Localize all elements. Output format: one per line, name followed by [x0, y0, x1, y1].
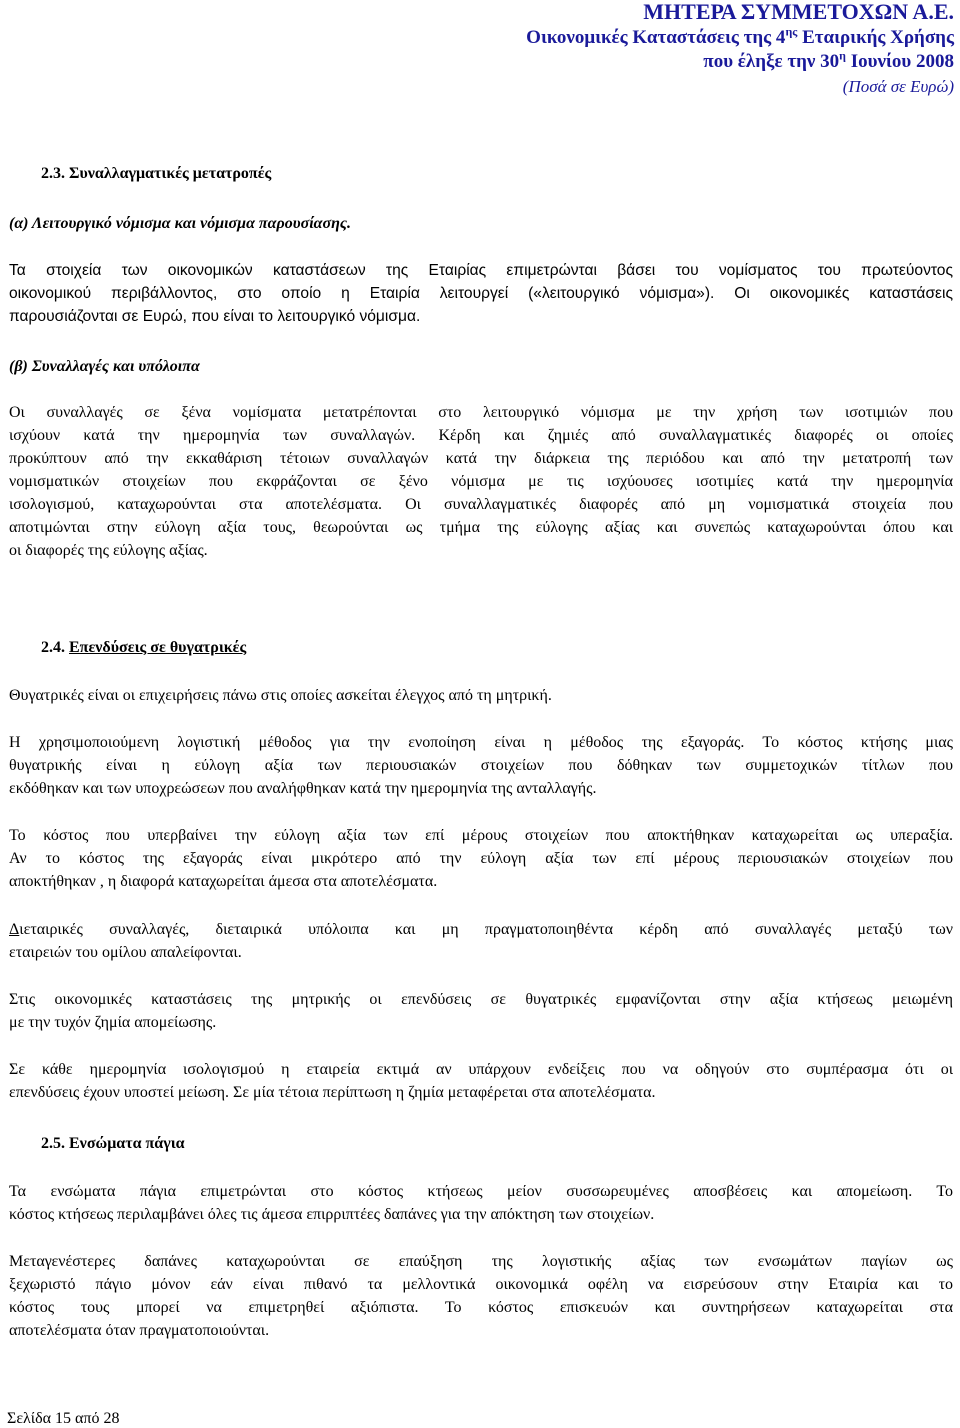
paragraph-parent-statements: Στις οικονομικές καταστάσεις της μητρικής οι επενδύσεις σε θυγατρικές εμφανίζονται στην αξία κτήσεως μειωμένη με την τυχόν ζημία απομείωσης. — [9, 991, 953, 1031]
statements-title: Οικονομικές Καταστάσεις της $4^{\eta\varsigma}$ Εταιρικής Χρήσης — [526, 24, 954, 48]
company-name: ΜΗΤΕΡΑ ΣΥΜΜΕΤΟΧΩΝ Α.Ε. — [643, 0, 954, 24]
page-number: Σελίδα 15 από 28 — [7, 1410, 120, 1427]
subheading-functional-currency: (α) Λειτουργικό νόμισμα και νόμισμα παρουσίασης. — [9, 215, 352, 232]
currency-note: (Ποσά σε Ευρώ) — [842, 77, 954, 96]
section-heading-2-3: 2.3. Συναλλαγματικές μετατροπές — [41, 165, 272, 182]
paragraph-goodwill: Το κόστος που υπερβαίνει την εύλογη αξία των επί μέρους στοιχείων που αποκτήθηκαν καταχωρείται ως υπεραξία. Αν το κόστος της εξαγοράς είναι μικρότερο από την εύλογη αξία των επί μέρους περιουσιακών στοιχείων που αποκτήθηκαν , η διαφορά καταχωρείται άμεσα στα αποτελέσματα. — [9, 827, 953, 890]
paragraph-functional-currency: Τα στοιχεία των οικονομικών καταστάσεων της Εταιρίας επιμετρώνται βάσει του νομίσματος του πρωτεύοντος οικονομικού περιβάλλοντος, στο οποίο η Εταιρία λειτουργεί («λειτουργικό νόμισμα»). Οι οικονομικές καταστάσεις παρουσιάζονται σε Ευρώ, που είναι το λειτουργικό νόμισμα. — [9, 262, 953, 325]
paragraph-impairment: Σε κάθε ημερομηνία ισολογισμού η εταιρεία εκτιμά αν υπάρχουν ενδείξεις που να οδηγούν στο συμπέρασμα ότι οι επενδύσεις έχουν υποστεί μείωση. Σε μία τέτοια περίπτωση η ζημία μεταφέρεται στα αποτελέσματα. — [9, 1061, 953, 1101]
paragraph-acquisition-method: Η χρησιμοποιούμενη λογιστική μέθοδος για την ενοποίηση είναι η μέθοδος της εξαγοράς. Το κόστος κτήσης μιας θυγατρικής είναι η εύλογη αξία των περιουσιακών στοιχείων που δόθηκαν των συμμετοχικών τίτλων που εκδόθηκαν και των υποχρεώσεων που αναλήφθηκαν κατά την ημερομηνία της ανταλλαγής. — [9, 734, 953, 797]
period-title: που έληξε την $30^\eta$ Ιουνίου 2008 — [703, 48, 954, 72]
paragraph-subsidiaries-definition: Θυγατρικές είναι οι επιχειρήσεις πάνω στις οποίες ασκείται έλεγχος από τη μητρική. — [9, 687, 552, 704]
subheading-transactions: (β) Συναλλαγές και υπόλοιπα — [9, 358, 200, 375]
section-heading-2-5: 2.5. Ενσώματα πάγια — [41, 1135, 185, 1152]
paragraph-intercompany: Διεταιρικές συναλλαγές, διεταιρικά υπόλοιπα και μη πραγματοποιηθέντα κέρδη από συναλλαγές μεταξύ των εταιρειών του ομίλου απαλείφονται. — [9, 921, 953, 961]
paragraph-tangible-assets-cost: Τα ενσώματα πάγια επιμετρώνται στο κόστος κτήσεως μείον συσσωρευμένες αποσβέσεις και απομείωση. Το κόστος κτήσεως περιλαμβάνει όλες τις άμεσα επιρριπτέες δαπάνες για την απόκτηση των στοιχείων. — [9, 1183, 953, 1223]
paragraph-subsequent-costs: Μεταγενέστερες δαπάνες καταχωρούνται σε επαύξηση της λογιστικής αξίας των ενσωμάτων παγίων ως ξεχωριστό πάγιο μόνον εάν είναι πιθανό τα μελλοντικά οικονομικά οφέλη να εισρεύσουν στην Εταιρία και το κόστος τους μπορεί να επιμετρηθεί αξιόπιστα. Το κόστος επισκευών και συντηρήσεων καταχωρείται στα αποτελέσματα όταν πραγματοποιούνται. — [9, 1253, 953, 1339]
paragraph-transactions: Οι συναλλαγές σε ξένα νομίσματα μετατρέπονται στο λειτουργικό νόμισμα με την χρήση των ισοτιμιών που ισχύουν κατά την ημερομηνία των συναλλαγών. Κέρδη και ζημιές από συναλλαγματικές διαφορές οι οποίες προκύπτουν από την εκκαθάριση τέτοιων συναλλαγών κατά την διάρκεια της περιόδου και από την μετατροπή των νομισματικών στοιχείων που εκφράζονται σε ξένο νόμισμα με τις ισχύουσες ισοτιμίες κατά την ημερομηνία ισολογισμού, καταχωρούνται στα αποτελέσματα. Οι συναλλαγματικές διαφορές από μη νομισματικά στοιχεία που αποτιμώνται στην εύλογη αξία τους, θεωρούνται ως τμήμα της εύλογης αξίας και συνεπώς καταχωρούνται όπου και οι διαφορές της εύλογης αξίας. — [9, 404, 953, 559]
section-heading-2-4: 2.4. Επενδύσεις σε θυγατρικές — [41, 639, 247, 656]
